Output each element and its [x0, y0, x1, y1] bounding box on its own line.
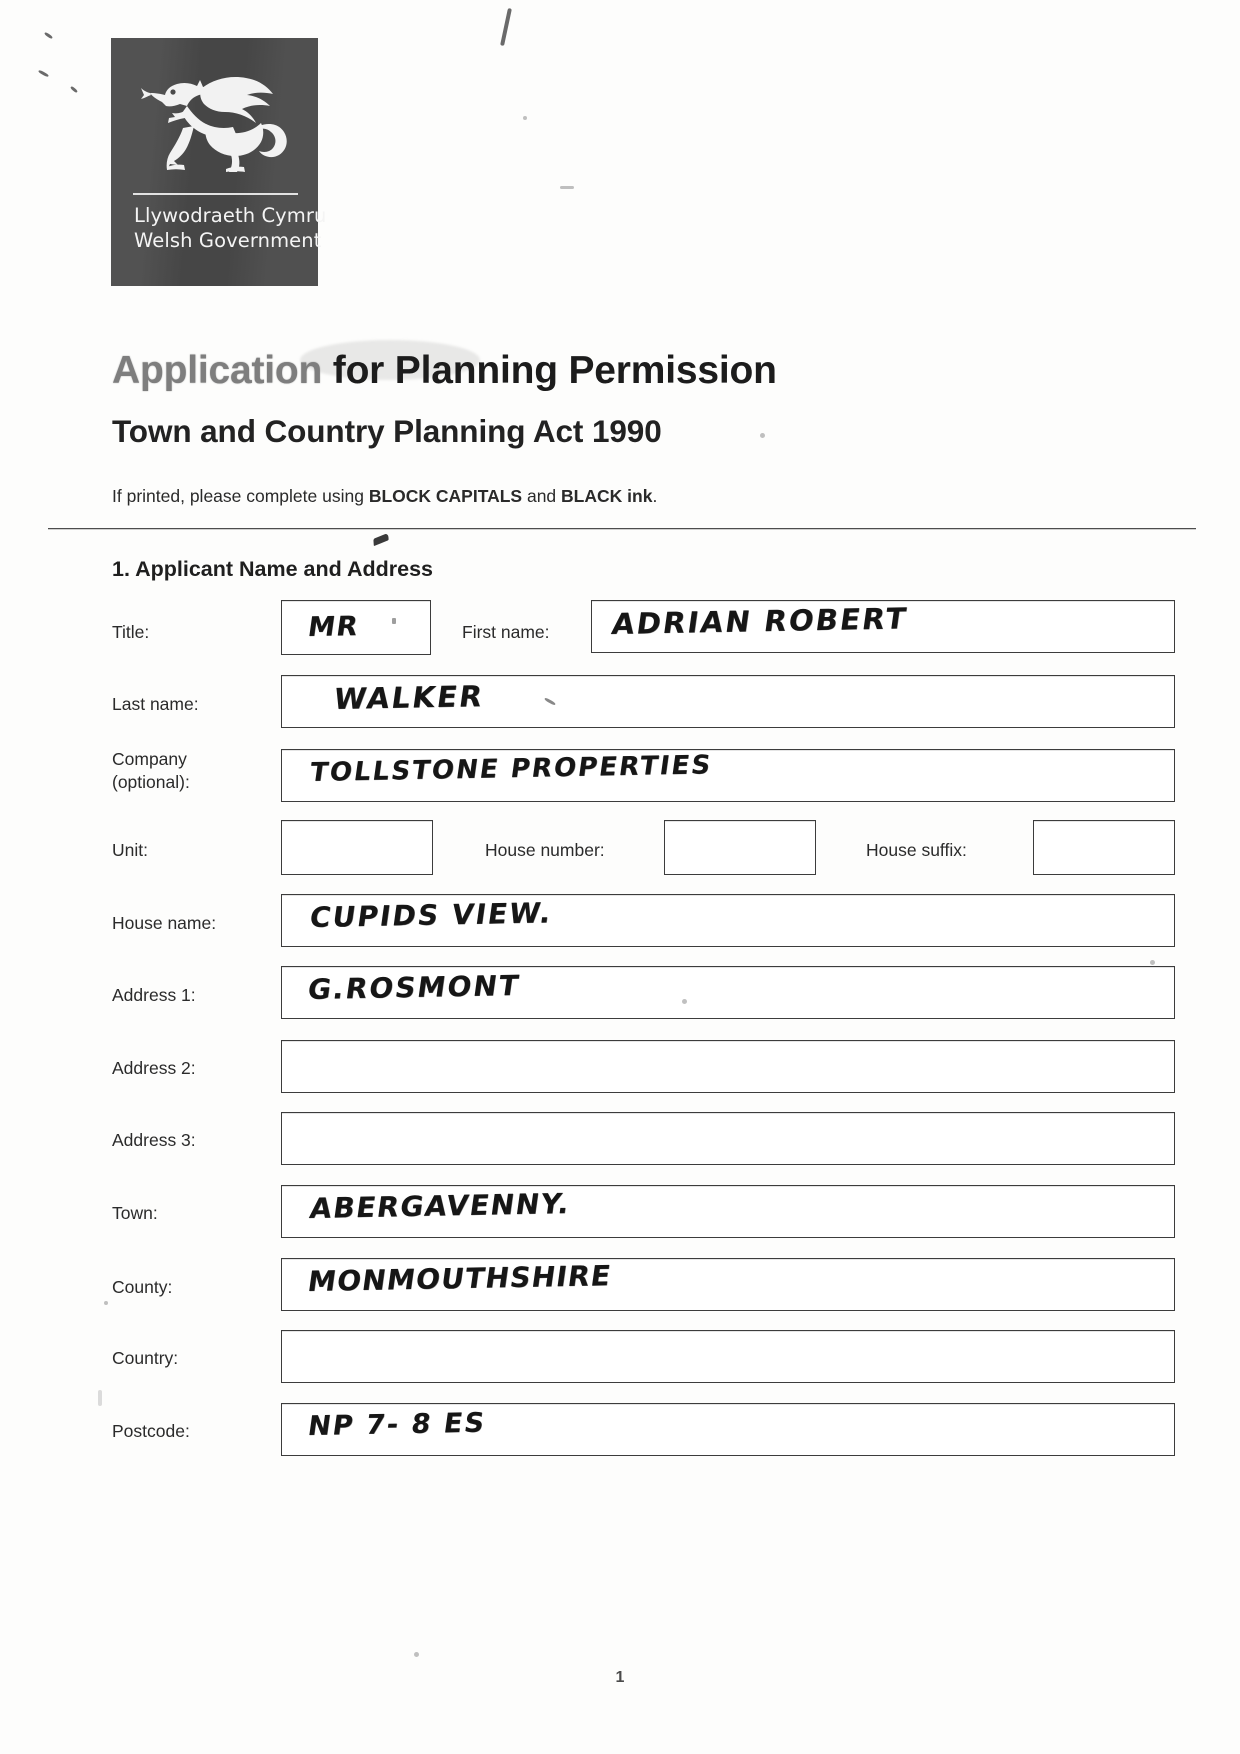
instruction-prefix: If printed, please complete using — [112, 486, 369, 506]
input-address-1[interactable] — [281, 966, 1175, 1019]
input-country[interactable] — [281, 1330, 1175, 1383]
input-town[interactable] — [281, 1185, 1175, 1238]
label-postcode: Postcode: — [112, 1421, 190, 1441]
label-first-name: First name: — [462, 622, 550, 642]
instruction-emphasis-black-ink: BLACK ink — [561, 486, 653, 506]
label-house-suffix: House suffix: — [866, 840, 967, 860]
header-divider — [48, 528, 1196, 529]
instruction-mid: and — [522, 486, 562, 506]
label-town: Town: — [112, 1203, 158, 1223]
label-last-name: Last name: — [112, 694, 199, 714]
label-address-2: Address 2: — [112, 1058, 196, 1078]
scan-artifact — [70, 86, 78, 93]
scan-artifact — [44, 32, 53, 40]
page-title-faded-word: Application — [112, 349, 323, 392]
label-address-1: Address 1: — [112, 985, 196, 1005]
scan-artifact — [38, 70, 49, 78]
scan-artifact — [392, 618, 396, 624]
welsh-government-logo — [111, 38, 327, 286]
input-first-name-value: ADRIAN ROBERT — [609, 601, 910, 641]
scan-artifact — [500, 8, 512, 46]
label-country: Country: — [112, 1348, 179, 1368]
input-title[interactable] — [281, 600, 431, 655]
scan-artifact — [560, 186, 574, 189]
label-title: Title: — [112, 622, 150, 642]
input-postcode-value: NP 7- 8 ES — [305, 1407, 488, 1442]
label-company-line1: Company — [112, 749, 187, 769]
input-postcode[interactable] — [281, 1403, 1175, 1456]
section-heading: 1. Applicant Name and Address — [112, 557, 433, 581]
input-county-value: MONMOUTHSHIRE — [305, 1259, 614, 1298]
page-subtitle: Town and Country Planning Act 1990 — [112, 413, 662, 449]
scan-artifact — [1150, 960, 1155, 965]
scan-artifact — [544, 697, 556, 706]
label-unit: Unit: — [112, 840, 148, 860]
label-house-number: House number: — [485, 840, 605, 860]
input-last-name-value: WALKER — [331, 679, 487, 716]
scan-artifact — [760, 433, 765, 438]
instruction-emphasis-block-capitals: BLOCK CAPITALS — [368, 486, 523, 506]
input-address-2[interactable] — [281, 1040, 1175, 1093]
input-house-name-value: CUPIDS VIEW. — [307, 896, 555, 934]
page-title-rest: for Planning Permission — [322, 349, 777, 392]
input-town-value: ABERGAVENNY. — [307, 1187, 573, 1225]
input-unit[interactable] — [281, 820, 433, 875]
label-house-name: House name: — [112, 913, 217, 933]
instruction-text — [112, 486, 657, 507]
page-number: 1 — [615, 1669, 625, 1686]
label-company-line2: (optional): — [112, 772, 190, 793]
input-company[interactable] — [281, 749, 1175, 802]
stray-pen-mark — [373, 533, 388, 546]
input-company-value: TOLLSTONE PROPERTIES — [307, 750, 715, 788]
instruction-suffix: . — [652, 486, 658, 506]
input-title-value: MR — [305, 611, 361, 643]
scan-artifact — [104, 1301, 108, 1305]
scan-artifact — [98, 1390, 102, 1406]
input-house-suffix[interactable] — [1033, 820, 1175, 875]
logo-text-welsh: Llywodraeth Cymru — [134, 204, 327, 227]
input-address-3[interactable] — [281, 1112, 1175, 1165]
scan-artifact — [414, 1652, 419, 1657]
input-house-name[interactable] — [281, 894, 1175, 947]
label-company — [112, 748, 190, 794]
label-county: County: — [112, 1277, 173, 1297]
scan-artifact — [682, 999, 687, 1004]
page-title — [112, 349, 777, 393]
label-address-3: Address 3: — [112, 1130, 196, 1150]
scan-artifact — [523, 116, 527, 120]
welsh-dragon-icon — [140, 66, 290, 174]
input-county[interactable] — [281, 1258, 1175, 1311]
input-last-name[interactable] — [281, 675, 1175, 728]
logo-text-english: Welsh Government — [134, 229, 322, 252]
input-address-1-value: G.ROSMONT — [305, 968, 523, 1006]
input-first-name[interactable] — [591, 600, 1175, 653]
logo-divider-rule — [133, 193, 298, 195]
input-house-number[interactable] — [664, 820, 816, 875]
